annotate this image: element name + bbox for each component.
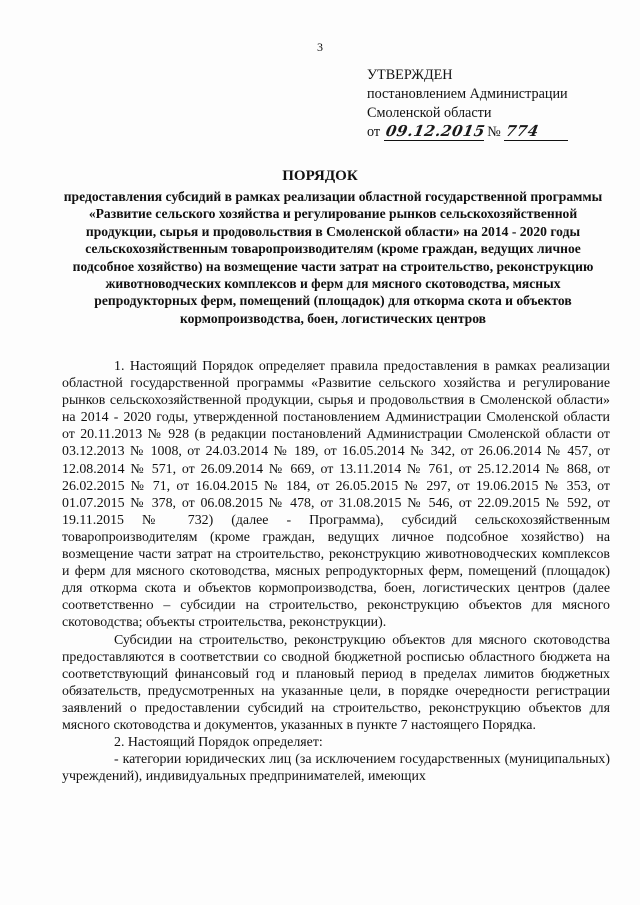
date-field: [384, 122, 487, 141]
date-prefix: от: [367, 124, 381, 140]
approval-date-number: [367, 123, 617, 142]
page-number: 3: [317, 40, 323, 54]
approval-resolution: постановлением Администрации: [367, 86, 568, 102]
document-title: ПОРЯДОК: [282, 168, 358, 184]
approval-block: [367, 66, 617, 142]
document-body: [62, 358, 610, 785]
approval-heading: УТВЕРЖДЕН: [367, 67, 453, 83]
number-prefix: №: [487, 124, 501, 140]
approval-region: Смоленской области: [367, 105, 492, 121]
number-field: [504, 123, 568, 141]
paragraph-2: Субсидии на строительство, реконструкцию объектов для мясного скотоводства предоставляются в соответствии со сводной бюджетной росписью областного бюджета на соответствующий финансовый год и плановый период в пределах лимитов бюджетных обязательств, предусмотренных на указанные цели, в порядке очередности регистрации заявлений о предоставлении субсидий на строительство, реконструкцию объектов для мясного скотоводства и документов, указанных в пункте 7 настоящего Порядка.: [62, 632, 610, 733]
paragraph-1: 1. Настоящий Порядок определяет правила предоставления в рамках реализации областной государственной программы «Развитие сельского хозяйства и регулирование рынков сельскохозяйственной продукции, сырья и продовольствия в Смоленской области» на 2014 - 2020 годы, утвержденной постановлением Администрации Смоленской области от 20.11.2013 № 928 (в редакции постановлений Администрации Смоленской области от 03.12.2013 № 1008, от 24.03.2014 № 189, от 16.05.2014 № 342, от 26.06.2014 № 457, от 12.08.2014 № 571, от 26.09.2014 № 669, от 13.11.2014 № 761, от 25.12.2014 № 868, от 26.02.2015 № 71, от 16.04.2015 № 184, от 26.05.2015 № 297, от 19.06.2015 № 353, от 01.07.2015 № 378, от 06.08.2015 № 478, от 31.08.2015 № 546, от 22.09.2015 № 592, от 19.11.2015 № 732) (далее - Программа), субсидий сельскохозяйственным товаропроизводителям (кроме граждан, ведущих личное подсобное хозяйство) на возмещение части затрат на строительство, реконструкцию животноводческих комплексов и ферм для мясного скотоводства, мясных репродукторных ферм, помещений (площадок) для откорма скота и объектов кормопроизводства, боен, логистических центров (далее соответственно – субсидии на строительство, реконструкцию объектов для мясного скотоводства; объекты строительства, реконструкции).: [62, 359, 610, 631]
document-subtitle: предоставления субсидий в рамках реализации областной государственной программы «Развитие сельского хозяйства и регулирование рынков сельскохозяйственной продукции, сырья и продовольствия в Смоленской области» на 2014 - 2020 годы сельскохозяйственным товаропроизводителям (кроме граждан, ведущих личное подсобное хозяйство) на возмещение части затрат на строительство, реконструкцию животноводческих комплексов и ферм для мясного скотоводства, мясных репродукторных ферм, помещений (площадок) для откорма скота и объектов кормопроизводства, боен, логистических центров: [63, 189, 603, 326]
paragraph-3: 2. Настоящий Порядок определяет:: [114, 735, 323, 751]
paragraph-4: - категории юридических лиц (за исключением государственных (муниципальных) учреждений), индивидуальных предпринимателей, имеющих: [62, 752, 610, 785]
handwritten-date: 09.12.2015: [384, 122, 487, 140]
handwritten-number: 774: [504, 122, 541, 140]
